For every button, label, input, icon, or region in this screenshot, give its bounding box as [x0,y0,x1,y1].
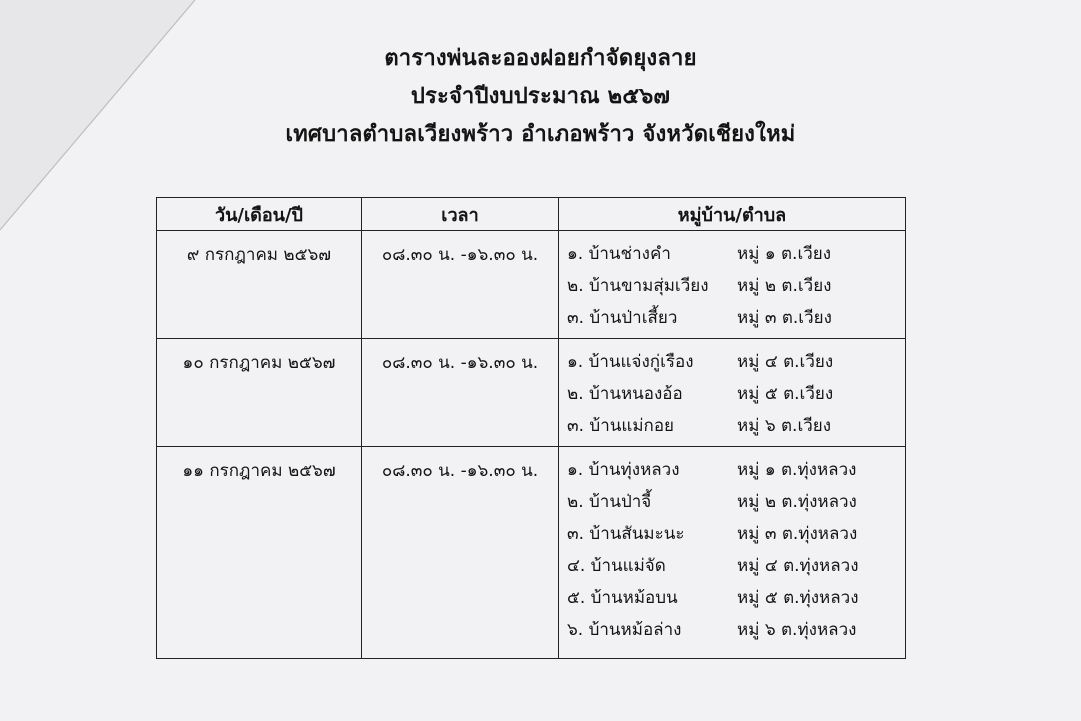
village-name: ๑. บ้านช่างคำ [567,243,671,264]
list-item [567,453,905,485]
village-moo: หมู่ ๖ ต.เวียง [737,415,832,436]
list-item [567,485,905,517]
list-item [567,409,905,441]
document-title [0,40,1081,154]
village-moo: หมู่ ๑ ต.ทุ่งหลวง [737,459,857,480]
village-moo: หมู่ ๕ ต.ทุ่งหลวง [737,587,859,608]
date-cell: ๙ กรกฎาคม ๒๕๖๗ [157,231,362,339]
village-cell [559,339,906,447]
village-name: ๓. บ้านแม่กอย [567,415,675,436]
list-item [567,613,905,645]
village-name: ๑. บ้านทุ่งหลวง [567,459,680,480]
table-row [157,339,906,447]
list-item [567,517,905,549]
village-moo: หมู่ ๓ ต.เวียง [737,307,832,328]
date-cell: ๑๑ กรกฎาคม ๒๕๖๗ [157,447,362,659]
village-cell [559,447,906,659]
title-line-3: เทศบาลตำบลเวียงพร้าว อำเภอพร้าว จังหวัดเชียงใหม่ [285,122,796,147]
village-moo: หมู่ ๓ ต.ทุ่งหลวง [737,523,858,544]
table-row [157,231,906,339]
list-item [567,345,905,377]
village-moo: หมู่ ๖ ต.ทุ่งหลวง [737,619,857,640]
village-name: ๓. บ้านสันมะนะ [567,523,685,544]
village-moo: หมู่ ๒ ต.ทุ่งหลวง [737,491,857,512]
schedule-table [156,197,906,659]
village-name: ๖. บ้านหม้อล่าง [567,619,682,640]
village-name: ๔. บ้านแม่จัด [567,555,666,576]
village-name: ๓. บ้านป่าเสี้ยว [567,307,678,328]
list-item [567,237,905,269]
time-cell: ๐๘.๓๐ น. -๑๖.๓๐ น. [362,231,559,339]
list-item [567,269,905,301]
header-time: เวลา [362,198,559,231]
village-moo: หมู่ ๕ ต.เวียง [737,383,834,404]
title-line-1: ตารางพ่นละอองฝอยกำจัดยุงลาย [384,46,697,71]
date-cell: ๑๐ กรกฎาคม ๒๕๖๗ [157,339,362,447]
village-moo: หมู่ ๔ ต.เวียง [737,351,834,372]
time-cell: ๐๘.๓๐ น. -๑๖.๓๐ น. [362,339,559,447]
village-cell [559,231,906,339]
village-name: ๒. บ้านขามสุ่มเวียง [567,275,709,296]
village-name: ๒. บ้านหนองอ้อ [567,383,683,404]
list-item [567,581,905,613]
list-item [567,301,905,333]
header-village: หมู่บ้าน/ตำบล [559,198,906,231]
header-date: วัน/เดือน/ปี [157,198,362,231]
village-name: ๒. บ้านป่าจี้ [567,491,652,512]
time-cell: ๐๘.๓๐ น. -๑๖.๓๐ น. [362,447,559,659]
village-name: ๕. บ้านหม้อบน [567,587,678,608]
header-row [157,198,906,231]
table-row [157,447,906,659]
village-moo: หมู่ ๒ ต.เวียง [737,275,832,296]
village-moo: หมู่ ๔ ต.ทุ่งหลวง [737,555,859,576]
list-item [567,549,905,581]
list-item [567,377,905,409]
village-name: ๑. บ้านแจ่งกู่เรือง [567,351,694,372]
title-line-2: ประจำปีงบประมาณ ๒๕๖๗ [410,84,671,109]
village-moo: หมู่ ๑ ต.เวียง [737,243,832,264]
